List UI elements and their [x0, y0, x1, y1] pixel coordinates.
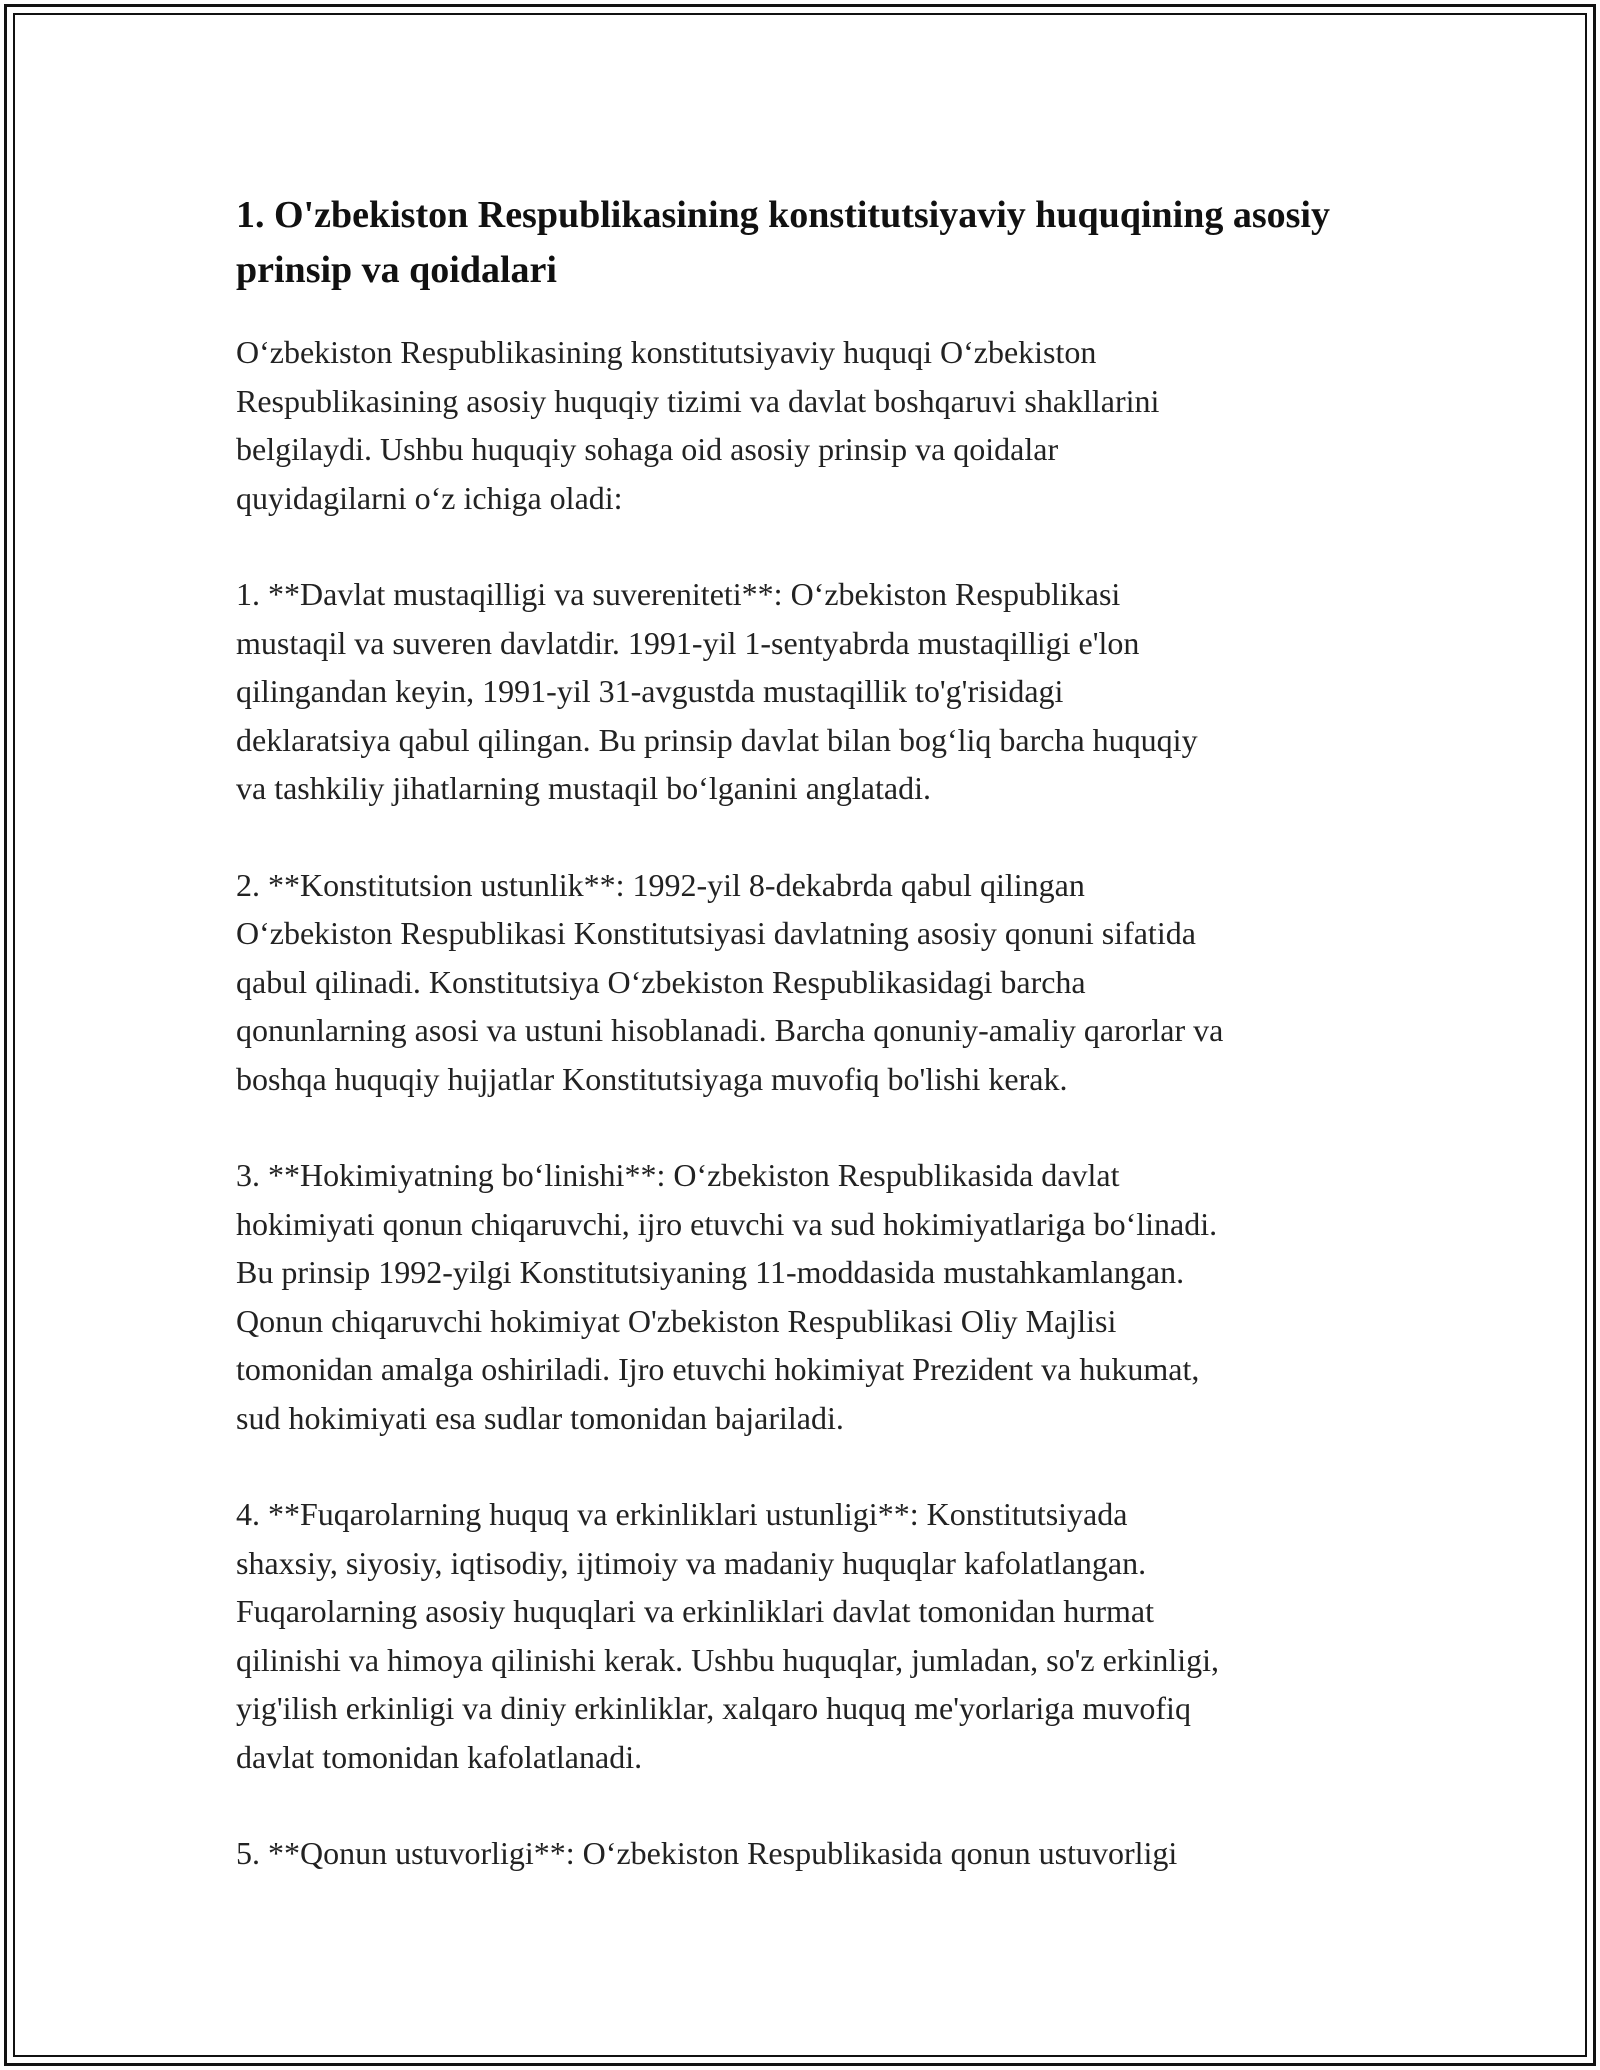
principle-1-paragraph: 1. **Davlat mustaqilligi va suvereniteti**: O‘zbekiston Respublikasi mustaqil va suveren davlatdir. 1991-yil 1-sentyabrda mustaqilligi e'lon qilingandan keyin, 1991-yil 31-avgustda mustaqillik to'g'risidagi deklaratsiya qabul qilingan. Bu prinsip davlat bilan bog‘liq barcha huquqiy va tashkiliy jihatlarning mustaqil bo‘lganini anglatadi. — [236, 576, 1198, 806]
principle-3-paragraph: 3. **Hokimiyatning bo‘linishi**: O‘zbekiston Respublikasida davlat hokimiyati qonun chiqaruvchi, ijro etuvchi va sud hokimiyatlariga bo‘linadi. Bu prinsip 1992-yilgi Konstitutsiyaning 11-moddasida mustahkamlangan. Qonun chiqaruvchi hokimiyat O'zbekiston Respublikasi Oliy Majlisi tomonidan amalga oshiriladi. Ijro etuvchi hokimiyat Prezident va hukumat, sud hokimiyati esa sudlar tomonidan bajariladi. — [236, 1157, 1218, 1436]
intro-paragraph: O‘zbekiston Respublikasining konstitutsiyaviy huquqi O‘zbekiston Respublikasining asosiy huquqiy tizimi va davlat boshqaruvi shakllarini belgilaydi. Ushbu huquqiy sohaga oid asosiy prinsip va qoidalar quyidagilarni o‘z ichiga oladi: — [236, 334, 1160, 516]
document-title: 1. O'zbekiston Respublikasining konstitutsiyaviy huquqining asosiy prinsip va qoidalari — [236, 194, 1330, 291]
principle-5-paragraph: 5. **Qonun ustuvorligi**: O‘zbekiston Respublikasida qonun ustuvorligi — [236, 1835, 1178, 1871]
document-body — [236, 188, 1376, 1926]
principle-2-paragraph: 2. **Konstitutsion ustunlik**: 1992-yil 8-dekabrda qabul qilingan O‘zbekiston Respublikasi Konstitutsiyasi davlatning asosiy qonuni sifatida qabul qilinadi. Konstitutsiya O‘zbekiston Respublikasidagi barcha qonunlarning asosi va ustuni hisoblanadi. Barcha qonuniy-amaliy qarorlar va boshqa huquqiy hujjatlar Konstitutsiyaga muvofiq bo'lishi kerak. — [236, 866, 1224, 1097]
principle-4-paragraph: 4. **Fuqarolarning huquq va erkinliklari ustunligi**: Konstitutsiyada shaxsiy, siyosiy, iqtisodiy, ijtimoiy va madaniy huquqlar kafolatlangan. Fuqarolarning asosiy huquqlari va erkinliklari davlat tomonidan hurmat qilinishi va himoya qilinishi kerak. Ushbu huquqlar, jumladan, so'z erkinligi, yig'ilish erkinligi va diniy erkinliklar, xalqaro huquq me'yorlariga muvofiq davlat tomonidan kafolatlanadi. — [236, 1496, 1220, 1775]
